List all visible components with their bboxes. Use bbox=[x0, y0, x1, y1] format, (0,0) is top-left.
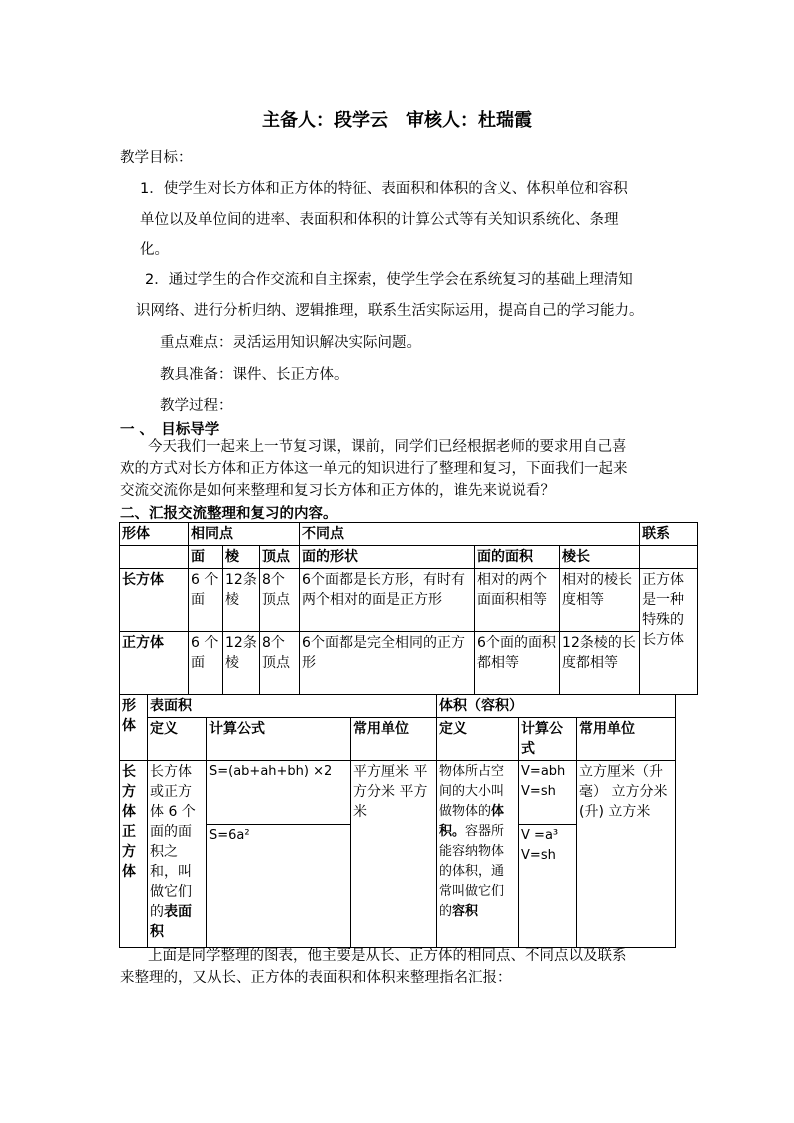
row-face: 6 个面 bbox=[189, 569, 223, 632]
relation-cell: 正方体是一种特殊的长方体 bbox=[640, 569, 698, 695]
row-face-area: 相对的两个面面积相等 bbox=[475, 569, 560, 632]
empty-cell bbox=[640, 546, 698, 569]
section-1-line-2: 欢的方式对长方体和正方体这一单元的知识进行了整理和复习，下面我们一起来 bbox=[120, 461, 628, 477]
row-edge-length: 12条棱的长度都相等 bbox=[560, 632, 640, 695]
row-edge: 12条棱 bbox=[223, 569, 260, 632]
teaching-materials: 教具准备：课件、长正方体。 bbox=[160, 367, 349, 383]
header-same: 相同点 bbox=[189, 523, 300, 546]
empty-cell bbox=[120, 546, 189, 569]
header-face-shape: 面的形状 bbox=[300, 546, 475, 569]
summary-line-1: 上面是同学整理的图表，他主要是从长、正方体的相同点、不同点以及联系 bbox=[148, 948, 627, 964]
header-face: 面 bbox=[189, 546, 223, 569]
row-shape: 长方体 bbox=[120, 569, 189, 632]
cuboid-volume-formula: V=abh V=sh bbox=[519, 761, 577, 825]
volume-definition-text: 物体所占空间的大小叫做物体的 bbox=[439, 764, 505, 819]
header-vertex: 顶点 bbox=[260, 546, 300, 569]
volume-units: 立方厘米（升毫） 立方分米(升) 立方米 bbox=[577, 761, 676, 948]
header-surface-area: 表面积 bbox=[148, 695, 437, 718]
section-1-paragraph bbox=[120, 436, 680, 502]
header-volume-unit: 常用单位 bbox=[577, 718, 676, 761]
objective-1-line-1: 1．使学生对长方体和正方体的特征、表面积和体积的含义、体积单位和容积 bbox=[140, 181, 628, 197]
area-units: 平方厘米 平方分米 平方米 bbox=[351, 761, 437, 948]
header-volume-definition: 定义 bbox=[437, 718, 519, 761]
row-edge-length: 相对的棱长度相等 bbox=[560, 569, 640, 632]
cube-surface-formula: S=6a² bbox=[207, 825, 351, 948]
objectives-heading: 教学目标： bbox=[120, 150, 193, 166]
header-face-area: 面的面积 bbox=[475, 546, 560, 569]
summary-line-2: 来整理的，又从长、正方体的表面积和体积来整理指名汇报： bbox=[120, 970, 512, 986]
cube-volume-formula: V =a³ V=sh bbox=[519, 825, 577, 948]
area-volume-table bbox=[119, 694, 676, 948]
row-face-shape: 6个面都是长方形，有时有两个相对的面是正方形 bbox=[300, 569, 475, 632]
volume-definition bbox=[437, 761, 519, 948]
header-surface-definition: 定义 bbox=[148, 718, 207, 761]
row-face-shape: 6个面都是完全相同的正方形 bbox=[300, 632, 475, 695]
page-title: 主备人：段学云 审核人：杜瑞霞 bbox=[262, 110, 532, 131]
header-shape: 形体 bbox=[120, 695, 148, 761]
header-edge-length: 棱长 bbox=[560, 546, 640, 569]
header-different: 不同点 bbox=[300, 523, 640, 546]
row-face-area: 6个面的面积都相等 bbox=[475, 632, 560, 695]
surface-definition bbox=[148, 761, 207, 948]
objective-2-line-2: 识网络、进行分析归纳、逻辑推理，联系生活实际运用，提高自己的学习能力。 bbox=[136, 303, 644, 319]
shape-cube: 正方体 bbox=[122, 824, 136, 880]
row-shape: 正方体 bbox=[120, 632, 189, 695]
header-volume-formula: 计算公式 bbox=[519, 718, 577, 761]
header-relation: 联系 bbox=[640, 523, 698, 546]
shapes-cell bbox=[120, 761, 148, 948]
row-edge: 12条棱 bbox=[223, 632, 260, 695]
header-shape: 形体 bbox=[120, 523, 189, 546]
cuboid-surface-formula: S=(ab+ah+bh) ×2 bbox=[207, 761, 351, 825]
objective-1-line-2: 单位以及单位间的进率、表面积和体积的计算公式等有关知识系统化、条理 bbox=[140, 212, 619, 228]
shape-cuboid: 长方体 bbox=[122, 764, 136, 820]
objective-1-line-3: 化。 bbox=[140, 242, 169, 258]
surface-definition-text: 长方体或正方体 6 个面的面积之和，叫做它们的 bbox=[150, 764, 196, 920]
surface-definition-term: 表面积 bbox=[150, 904, 192, 940]
summary-paragraph bbox=[120, 945, 680, 989]
section-1-heading: 一 、 目标导学 bbox=[120, 422, 220, 438]
header-edge: 棱 bbox=[223, 546, 260, 569]
header-surface-formula: 计算公式 bbox=[207, 718, 351, 761]
row-vertex: 8个顶点 bbox=[260, 632, 300, 695]
objective-2-line-1: 2．通过学生的合作交流和自主探索，使学生学会在系统复习的基础上理清知 bbox=[145, 272, 633, 288]
row-vertex: 8个顶点 bbox=[260, 569, 300, 632]
section-1-line-1: 今天我们一起来上一节复习课，课前，同学们已经根据老师的要求用自己喜 bbox=[148, 439, 627, 455]
features-table bbox=[119, 522, 698, 695]
section-2-heading: 二、汇报交流整理和复习的内容。 bbox=[120, 506, 338, 522]
section-1-line-3: 交流交流你是如何来整理和复习长方体和正方体的，谁先来说说看？ bbox=[120, 483, 555, 499]
header-area-unit: 常用单位 bbox=[351, 718, 437, 761]
row-face: 6 个面 bbox=[189, 632, 223, 695]
header-volume: 体积（容积） bbox=[437, 695, 676, 718]
teaching-process: 教学过程： bbox=[160, 398, 233, 414]
key-points: 重点难点：灵活运用知识解决实际问题。 bbox=[160, 335, 421, 351]
capacity-definition-term: 容积 bbox=[452, 904, 479, 919]
capacity-definition-text: 容器所能容纳物体的体积，通常叫做它们的 bbox=[439, 824, 505, 919]
volume-definition-term: 体积。 bbox=[439, 804, 505, 839]
